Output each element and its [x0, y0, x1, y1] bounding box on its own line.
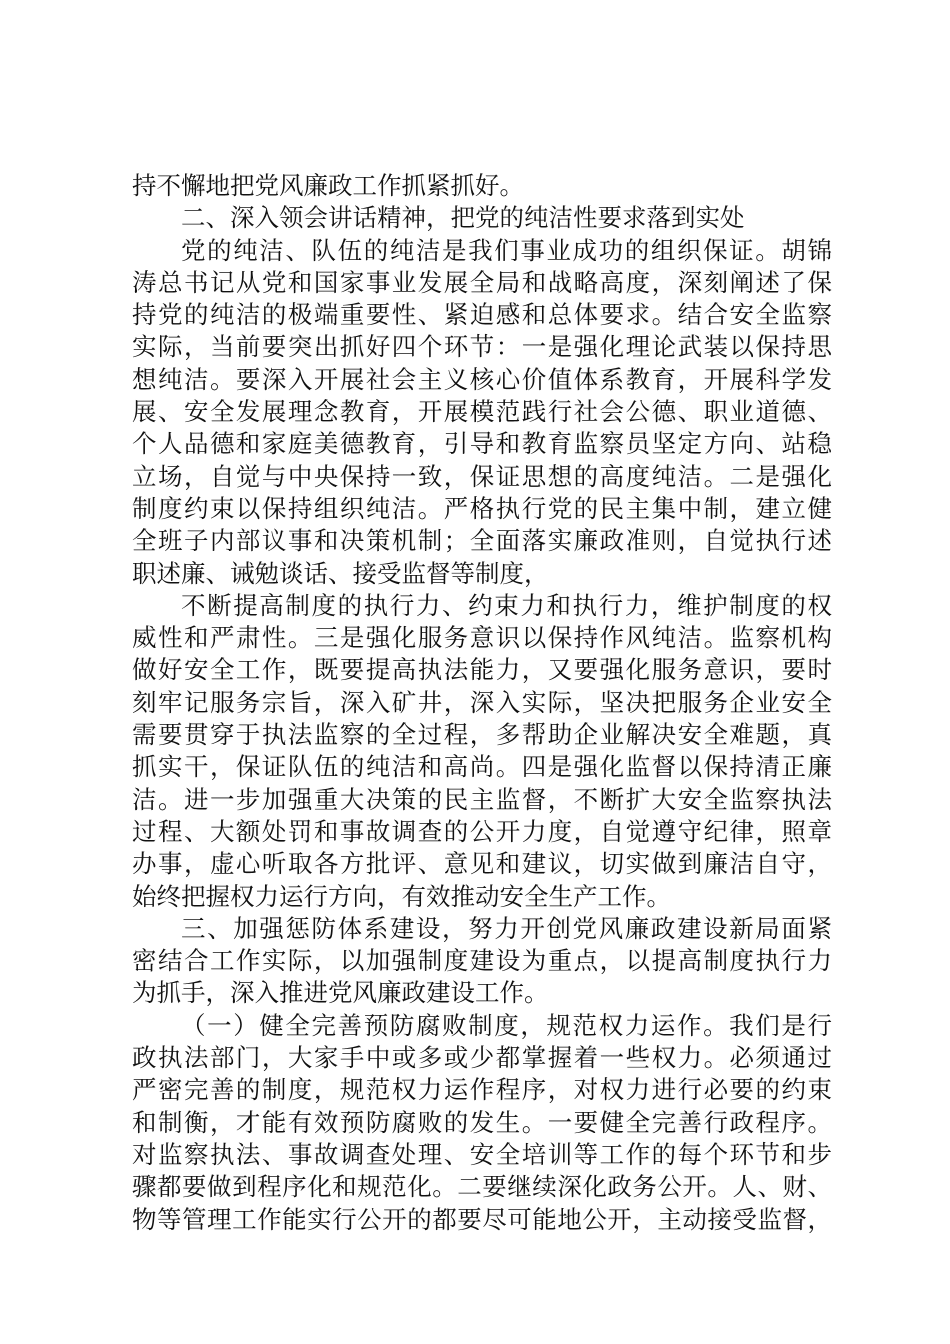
text-line: 为抓手，深入推进党风廉政建设工作。 [132, 978, 549, 1008]
text-line: 二、深入领会讲话精神，把党的纯洁性要求落到实处 [181, 203, 745, 233]
text-line: 做好安全工作，既要提高执法能力，又要强化服务意识，要时 [132, 655, 832, 685]
text-line: 职述廉、诫勉谈话、接受监督等制度， [132, 558, 549, 588]
text-line: 骤都要做到程序化和规范化。二要继续深化政务公开。人、财、 [132, 1172, 832, 1202]
text-line: 三、加强惩防体系建设，努力开创党风廉政建设新局面紧 [181, 913, 832, 943]
text-line: 需要贯穿于执法监察的全过程，多帮助企业解决安全难题，真 [132, 720, 832, 750]
text-line: 威性和严肃性。三是强化服务意识以保持作风纯洁。监察机构 [132, 623, 832, 653]
text-line: 抓实干，保证队伍的纯洁和高尚。四是强化监督以保持清正廉 [132, 752, 832, 782]
text-line: 涛总书记从党和国家事业发展全局和战略高度，深刻阐述了保 [132, 267, 832, 297]
text-line: 持不懈地把党风廉政工作抓紧抓好。 [132, 171, 524, 200]
text-line: 想纯洁。要深入开展社会主义核心价值体系教育，开展科学发 [132, 364, 832, 394]
text-line: 过程、大额处罚和事故调查的公开力度，自觉遵守纪律，照章 [132, 816, 832, 846]
text-line: 党的纯洁、队伍的纯洁是我们事业成功的组织保证。胡锦 [181, 235, 832, 265]
text-line: 实际，当前要突出抓好四个环节：一是强化理论武装以保持思 [132, 332, 832, 362]
text-line: 个人品德和家庭美德教育，引导和教育监察员坚定方向、站稳 [132, 429, 832, 459]
text-line: 刻牢记服务宗旨，深入矿井，深入实际，坚决把服务企业安全 [132, 687, 832, 717]
text-line: 洁。进一步加强重大决策的民主监督，不断扩大安全监察执法 [132, 784, 832, 814]
text-line: 对监察执法、事故调查处理、安全培训等工作的每个环节和步 [132, 1139, 832, 1169]
text-line: 办事，虚心听取各方批评、意见和建议，切实做到廉洁自守， [132, 849, 832, 879]
text-line: 物等管理工作能实行公开的都要尽可能地公开，主动接受监督， [132, 1204, 832, 1234]
text-line: 和制衡，才能有效预防腐败的发生。一要健全完善行政程序。 [132, 1107, 832, 1137]
text-line: 不断提高制度的执行力、约束力和执行力，维护制度的权 [181, 590, 832, 620]
text-line: 制度约束以保持组织纯洁。严格执行党的民主集中制，建立健 [132, 493, 832, 523]
text-line: 持党的纯洁的极端重要性、紧迫感和总体要求。结合安全监察 [132, 300, 832, 330]
text-line: 政执法部门，大家手中或多或少都掌握着一些权力。必须通过 [132, 1043, 832, 1073]
text-line: （一）健全完善预防腐败制度，规范权力运作。我们是行 [181, 1010, 832, 1040]
text-line: 立场，自觉与中央保持一致，保证思想的高度纯洁。二是强化 [132, 461, 832, 491]
text-line: 密结合工作实际，以加强制度建设为重点，以提高制度执行力 [132, 946, 832, 976]
document-body [132, 170, 832, 1236]
text-line: 展、安全发展理念教育，开展模范践行社会公德、职业道德、 [132, 397, 832, 427]
text-line: 始终把握权力运行方向，有效推动安全生产工作。 [132, 881, 671, 911]
text-line: 全班子内部议事和决策机制；全面落实廉政准则，自觉执行述 [132, 526, 832, 556]
text-line: 严密完善的制度，规范权力运作程序，对权力进行必要的约束 [132, 1075, 832, 1105]
